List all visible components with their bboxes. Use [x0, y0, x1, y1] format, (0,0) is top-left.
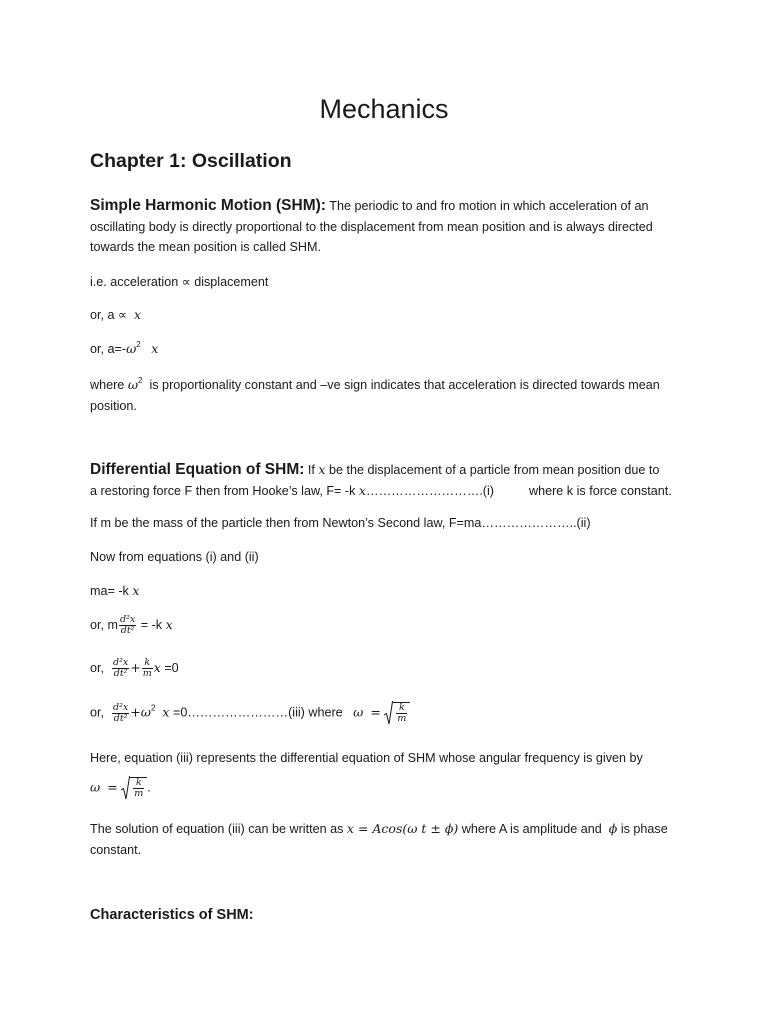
- differential-heading: Differential Equation of SHM:: [90, 461, 305, 478]
- equation-iii: or, $\frac{\text{d²x}}{\text{dt²}}$ $+\omega^2$ x =0……………………(iii) where ω = $\frac{k}{m}$: [90, 702, 410, 724]
- equation-k-over-m: or, $\frac{\text{d²x}}{\text{dt²}}$ + $\frac{k}{m}$ x =0: [90, 657, 179, 679]
- characteristics-heading: Characteristics of SHM:: [90, 907, 254, 923]
- radical-sign: [121, 776, 130, 800]
- chapter-heading: Chapter 1: Oscillation: [90, 150, 292, 172]
- now-line: Now from equations (i) and (ii): [90, 550, 259, 564]
- omega-definition: ω = $\frac{k}{m}$ .: [90, 777, 151, 799]
- solution-paragraph: The solution of equation (iii) can be written as x = Acos(ω t ± ϕ) where A is amplitude and ϕ is phase constant.: [90, 821, 668, 857]
- relation-ie: i.e. acceleration ∝ displacement: [90, 275, 269, 289]
- shm-definition-line-1: The periodic to and fro motion in which acceleration of an: [329, 199, 649, 213]
- ma-line: ma= -k x: [90, 583, 140, 598]
- here-line: Here, equation (iii) represents the differential equation of SHM whose angular frequency is given by: [90, 751, 643, 765]
- shm-definition: Simple Harmonic Motion (SHM): The periodic to and fro motion in which acceleration of an oscillating body is directly proportional to the displacement from mean position and is always directed towards the mean position is called SHM.: [90, 197, 653, 254]
- shm-definition-line-3: towards the mean position is called SHM.: [90, 240, 321, 254]
- proportionality-note: where $\omega^2$ is proportionality constant and –ve sign indicates that acceleration is directed towards mean position.: [90, 376, 660, 413]
- newton-line: If m be the mass of the particle then from Newton’s Second law, F=ma…………………..(ii): [90, 516, 591, 530]
- relation-or-1: or, a ∝ x: [90, 307, 142, 322]
- relation-or-2: or, $a=-\omega^2$ x: [90, 340, 159, 356]
- sqrt-k-over-m: $\frac{k}{m}$: [384, 702, 410, 724]
- shm-heading: Simple Harmonic Motion (SHM): [90, 197, 321, 214]
- equation-m-d2x: or, m $\frac{\text{d²x}}{\text{dt²}}$ = -k x: [90, 614, 173, 636]
- radical-sign: [384, 701, 393, 725]
- document-title: Mechanics: [319, 94, 449, 124]
- sqrt-k-over-m-2: $\frac{k}{m}$: [121, 777, 147, 799]
- shm-definition-line-2: oscillating body is directly proportional to the displacement from mean position and is always directed: [90, 219, 653, 234]
- differential-intro: Differential Equation of SHM: If x be the displacement of a particle from mean position due to a restoring force F then from Hooke’s law, F= -k x……………………….(i) where k is force constant.: [90, 461, 672, 498]
